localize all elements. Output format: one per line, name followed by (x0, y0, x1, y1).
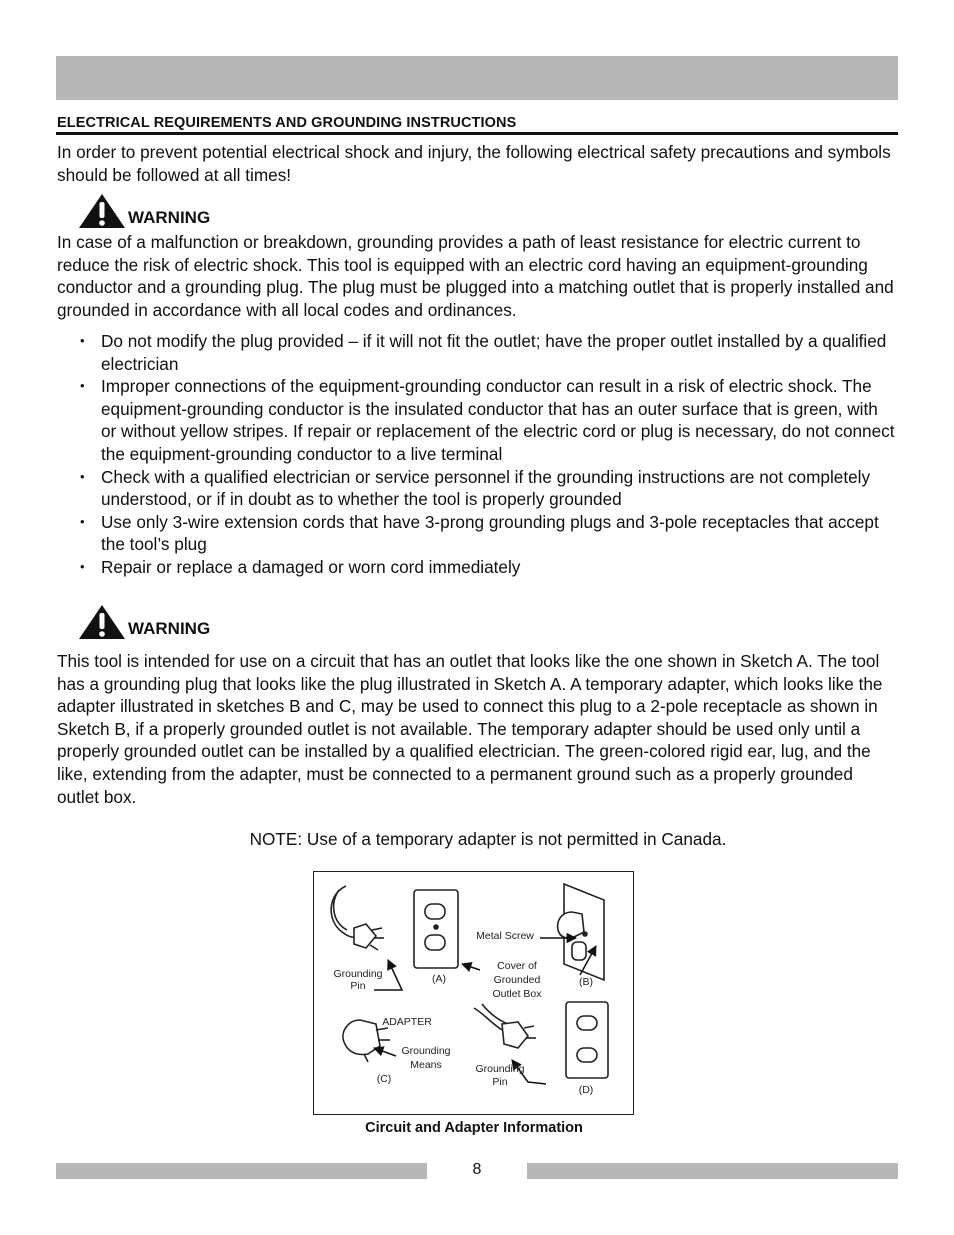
section-title: ELECTRICAL REQUIREMENTS AND GROUNDING INSTRUCTIONS (57, 115, 517, 131)
outlet-a-icon (414, 890, 458, 968)
warning-heading-2 (78, 604, 210, 640)
figure-drawing (314, 872, 633, 1114)
list-item: • Improper connections of the equipment-grounding conductor can result in a risk of electric shock. The equipment-grounding conductor is the insulated conductor that has an outer surface that is green, with or without yellow stripes. If repair or replacement of the electric cord or plug is necessary, do not connect the equipment-grounding conductor to a live terminal (80, 376, 895, 464)
warning-heading-1 (78, 193, 210, 229)
label-metal-screw: Metal Screw (476, 930, 534, 942)
label-cover-2: Grounded (493, 974, 541, 986)
list-item: • Use only 3-wire extension cords that have 3-prong grounding plugs and 3-pole receptacles that accept the tool’s plug (80, 511, 879, 555)
figure-caption: Circuit and Adapter Information (365, 1120, 583, 1136)
warning-text-1: In case of a malfunction or breakdown, grounding provides a path of least resistance for electric current to reduce the risk of electric shock. This tool is equipped with an electric cord having an equipment-grounding conductor and a grounding plug. The plug must be plugged into a matching outlet that is properly installed and grounded in accordance with all local codes and ordinances. (57, 232, 894, 320)
warning-label-2: WARNING (128, 619, 211, 638)
warning-triangle-icon (78, 193, 126, 229)
title-rule (56, 132, 898, 135)
outlet-b-icon (558, 884, 604, 980)
plug-d-icon (474, 1004, 536, 1048)
footer-bar-left (56, 1163, 427, 1179)
label-grounding-pin-d-2: Pin (492, 1076, 508, 1088)
footer-bar-right (527, 1163, 898, 1179)
label-grounding-pin-a-2: Pin (350, 980, 366, 992)
plug-a-icon (331, 886, 384, 950)
label-sketch-c: (C) (376, 1073, 392, 1085)
warning-triangle-icon (78, 604, 126, 640)
label-grounding-means-2: Means (410, 1059, 442, 1071)
label-grounding-means-1: Grounding (401, 1045, 451, 1057)
canada-note: NOTE: Use of a temporary adapter is not permitted in Canada. (249, 829, 727, 849)
list-item: • Repair or replace a damaged or worn cord immediately (80, 556, 521, 577)
precaution-list (76, 330, 896, 579)
warning-label-1: WARNING (128, 208, 211, 227)
header-bar (56, 56, 898, 100)
intro-paragraph: In order to prevent potential electrical shock and injury, the following electrical safety precautions and symbols should be followed at all times! (57, 142, 891, 185)
circuit-adapter-figure (313, 871, 634, 1115)
label-sketch-d: (D) (578, 1084, 594, 1096)
label-sketch-a: (A) (432, 973, 446, 985)
label-adapter: ADAPTER (382, 1016, 432, 1028)
page-number: 8 (472, 1161, 482, 1178)
label-cover-1: Cover of (497, 960, 537, 972)
list-item: • Check with a qualified electrician or service personnel if the grounding instructions are not completely understood, or if in doubt as to whether the tool is properly grounded (80, 466, 871, 510)
label-cover-3: Outlet Box (492, 988, 542, 1000)
label-grounding-pin-a: Grounding (333, 968, 383, 980)
list-item: • Do not modify the plug provided – if it will not fit the outlet; have the proper outlet installed by a qualified electrician (80, 331, 887, 374)
label-sketch-b: (B) (579, 976, 593, 988)
label-grounding-pin-d: Grounding (475, 1063, 525, 1075)
outlet-d-icon (566, 1002, 608, 1078)
warning-text-2: This tool is intended for use on a circuit that has an outlet that looks like the one shown in Sketch A. The tool has a grounding plug that looks like the plug illustrated in Sketch A. A temporary adapter, which looks like the adapter illustrated in sketches B and C, may be used to connect this plug to a 2-pole receptacle as shown in Sketch B, if a properly grounded outlet is not available. The temporary adapter should be used only until a properly grounded outlet can be installed by a qualified electrician. The green-colored rigid ear, lug, and the like, extending from the adapter, must be connected to a permanent ground such as a properly grounded outlet box. (57, 651, 883, 807)
